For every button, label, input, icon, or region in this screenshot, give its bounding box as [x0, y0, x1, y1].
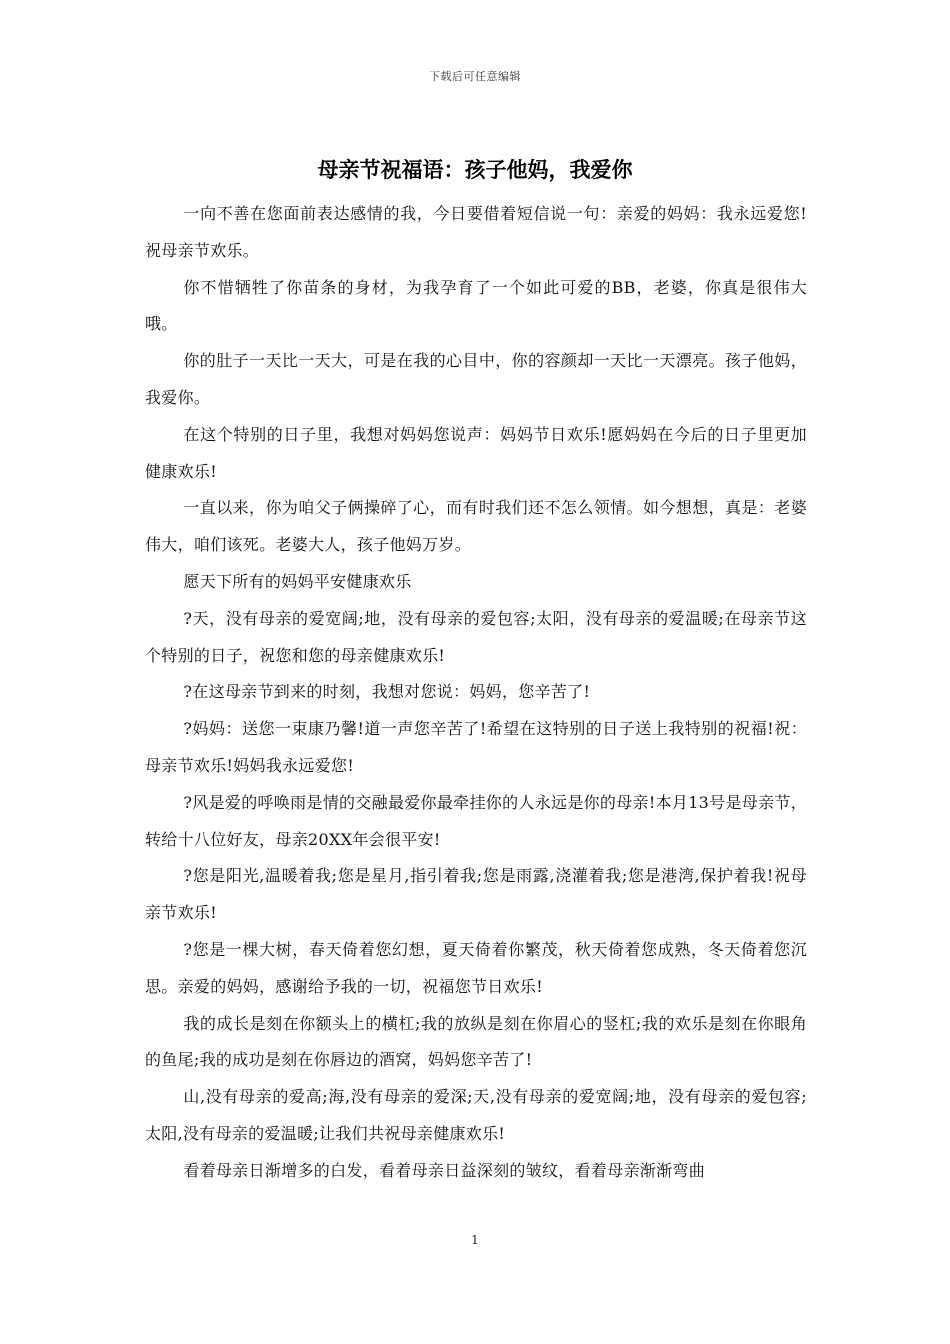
paragraph: ?风是爱的呼唤雨是情的交融最爱你最牵挂你的人永远是你的母亲!本月13号是母亲节，转给十八位好友，母亲20XX年会很平安!	[145, 792, 807, 849]
paragraph: ?您是阳光,温暖着我;您是星月,指引着我;您是雨露,浇灌着我;您是港湾,保护着我!祝母亲节欢乐!	[145, 866, 807, 923]
paragraph: ?您是一棵大树，春天倚着您幻想，夏天倚着你繁茂，秋天倚着您成熟，冬天倚着您沉思。亲爱的妈妈，感谢给予我的一切，祝福您节日欢乐!	[145, 939, 807, 996]
paragraph: 看着母亲日渐增多的白发，看着母亲日益深刻的皱纹，看着母亲渐渐弯曲	[183, 1160, 705, 1180]
paragraph: 山,没有母亲的爱高;海,没有母亲的爱深;天,没有母亲的爱宽阔;地，没有母亲的爱包容;太阳,没有母亲的爱温暖;让我们共祝母亲健康欢乐!	[145, 1087, 807, 1143]
paragraph: 一向不善在您面前表达感情的我，今日要借着短信说一句：亲爱的妈妈：我永远爱您!祝母亲节欢乐。	[145, 204, 807, 260]
paragraph: ?在这母亲节到来的时刻，我想对您说：妈妈，您辛苦了!	[183, 682, 591, 702]
paragraph: 一直以来，你为咱父子俩操碎了心，而有时我们还不怎么领情。如今想想，真是：老婆伟大，咱们该死。老婆大人，孩子他妈万岁。	[145, 498, 807, 555]
document-body	[145, 196, 807, 1190]
page-number: 1	[471, 1233, 479, 1247]
paragraph: 在这个特别的日子里，我想对妈妈您说声：妈妈节日欢乐!愿妈妈在今后的日子里更加健康欢乐!	[145, 424, 807, 481]
paragraph: 愿天下所有的妈妈平安健康欢乐	[183, 571, 412, 591]
header-note: 下载后可任意编辑	[429, 70, 521, 83]
paragraph: ?天，没有母亲的爱宽阔;地，没有母亲的爱包容;太阳，没有母亲的爱温暖;在母亲节这个特别的日子，祝您和您的母亲健康欢乐!	[145, 608, 807, 665]
paragraph: 你不惜牺牲了你苗条的身材，为我孕育了一个如此可爱的BB，老婆，你真是很伟大哦。	[145, 277, 807, 334]
paragraph: 我的成长是刻在你额头上的横杠;我的放纵是刻在你眉心的竖杠;我的欢乐是刻在你眼角的鱼尾;我的成功是刻在你唇边的酒窝，妈妈您辛苦了!	[145, 1013, 807, 1070]
document-title: 母亲节祝福语：孩子他妈，我爱你	[317, 158, 633, 182]
paragraph: ?妈妈：送您一束康乃馨!道一声您辛苦了!希望在这特别的日子送上我特别的祝福!祝：母亲节欢乐!妈妈我永远爱您!	[145, 719, 807, 775]
paragraph: 你的肚子一天比一天大，可是在我的心目中，你的容颜却一天比一天漂亮。孩子他妈，我爱你。	[145, 351, 807, 407]
